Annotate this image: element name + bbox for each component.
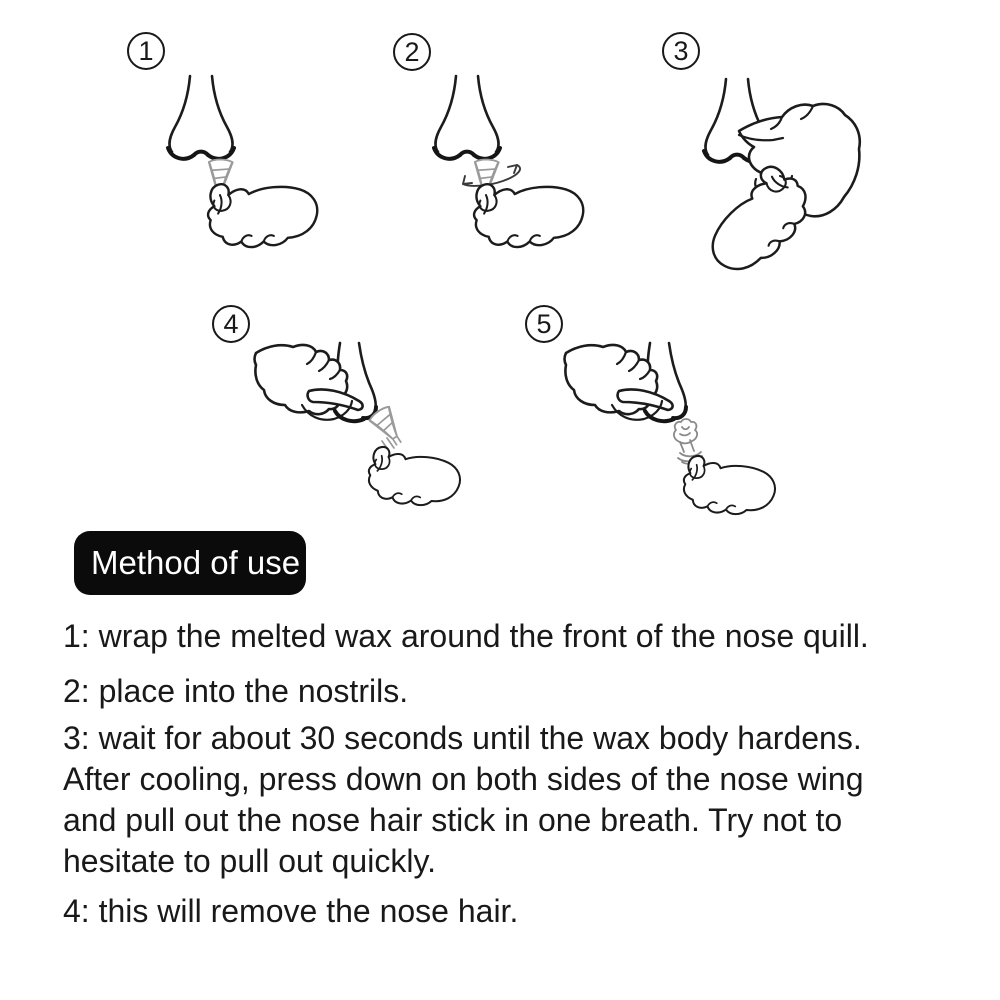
method-of-use-badge: Method of use	[74, 531, 306, 595]
hand-drawing	[474, 184, 583, 247]
instruction-line: 1: wrap the melted wax around the front of the nose quill.	[63, 618, 869, 654]
instruction-step-1	[63, 616, 958, 657]
instruction-step-2	[63, 671, 958, 712]
instruction-step-3	[63, 718, 958, 882]
pinching-hand-and-nose-drawing	[565, 343, 687, 421]
instruction-line: hesitate to pull out quickly.	[63, 843, 436, 879]
step-5-illustration	[490, 335, 820, 530]
instruction-step-4	[63, 891, 958, 932]
pulling-hand-drawing	[364, 445, 463, 513]
step-4-number-badge: 4	[212, 305, 250, 343]
step-1-number-badge: 1	[127, 32, 165, 70]
step-2-illustration	[416, 60, 616, 270]
instruction-line: 4: this will remove the nose hair.	[63, 893, 519, 929]
instruction-line: and pull out the nose hair stick in one breath. Try not to	[63, 802, 843, 838]
step-5-number-badge: 5	[525, 305, 563, 343]
step-2-number-badge: 2	[393, 33, 431, 71]
step-1-illustration	[150, 60, 350, 270]
hand-drawing	[208, 184, 317, 247]
step-4-illustration	[180, 335, 500, 525]
instruction-line: After cooling, press down on both sides of the nose wing	[63, 761, 864, 797]
instruction-line: 2: place into the nostrils.	[63, 673, 409, 709]
holding-hand-drawing	[679, 454, 778, 522]
pinching-hand-and-nose-drawing	[255, 343, 377, 421]
step-3-number-badge: 3	[662, 32, 700, 70]
instruction-line: 3: wait for about 30 seconds until the wax body hardens.	[63, 720, 862, 756]
nose-drawing	[168, 76, 234, 159]
step-3-illustration	[640, 60, 890, 295]
nose-drawing	[434, 76, 500, 159]
